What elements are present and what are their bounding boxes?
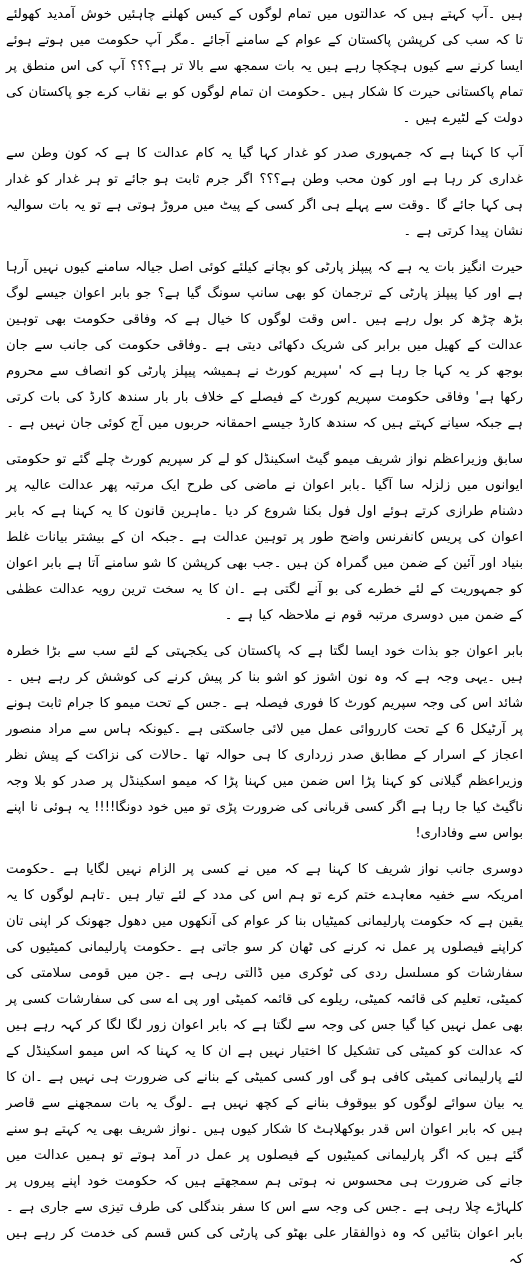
article-paragraph-3: حیرت انگیز بات یہ ہے کہ پیپلز پارٹی کو بچانے کیلئے کوئی اصل جیالہ سامنے کیوں نہیں آرہا ہے اور کیا پیپلز پارٹی کے ترجمان کو بھی سانپ سونگ گیا ہے؟ جو بابر اعوان جیسے لوگ بڑھ چڑھ کر بول رہے ہیں ۔اس وقت لوگوں کا خیال ہے کہ وفاقی حکومت بھی توہین عدالت کے کھیل میں برابر کی شریک دکھائی دیتی ہے ۔وفاقی حکومت کی جانب سے جان بوجھ کر یہ کہا جا رہا ہے کہ 'سپریم کورٹ نے ہمیشہ پیپلز پارٹی کو انصاف سے محروم رکھا ہے' وفاقی حکومت سپریم کورٹ کے فیصلے کے خلاف بار بار سندھ کارڈ کی بات کرتی ہے جبکہ سیانے کہتے ہیں کہ سندھ کارڈ جیسے احمقانہ حربوں میں آج کوئی جان نہیں ہے ۔ (6, 260, 523, 431)
article-paragraph-2: آپ کا کہنا ہے کہ جمہوری صدر کو غدار کہا گیا یہ کام عدالت کا ہے کہ کون وطن سے غداری کر رہا ہے اور کون محب وطن ہے؟؟؟ اگر جرم ثابت ہو جائے تو ہر غدار کو غدار ہی کہا جائے گا ۔وقت سے پہلے ہی اگر کسی کے پیٹ میں مروڑ ہوتی ہے تو یہ بات سوالیہ نشان پیدا کرتی ہے ۔ (6, 146, 523, 239)
article-paragraph-4: سابق وزیراعظم نواز شریف میمو گیٹ اسکینڈل کو لے کر سپریم کورٹ چلے گئے تو حکومتی ایوانوں میں زلزلہ سا آگیا ۔بابر اعوان نے ماضی کی طرح ایک مرتبہ پھر عدالت عالیہ پر دشنام طرازی کرتے ہوئے اول فول بکنا شروع کر دیا ۔ماہرین قانون کا یہ کہنا ہے کہ بابر اعوان کی پریس کانفرنس واضح طور پر توہین عدالت ہے ۔جبکہ ان کے بیشتر بیانات غلط بنیاد اور آئین کے ضمن میں گمراہ کن ہیں ۔جب بھی کرپشن کا شو سامنے آتا ہے بابر اعوان کو جمہوریت کے لئے خطرے کی بو آنے لگتی ہے ۔ان کا یہ سخت ترین رویہ عدالت عظمٰی کے ضمن میں دوسری مرتبہ قوم نے ملاحظہ کیا ہے ۔ (6, 452, 523, 623)
article-paragraph-5: بابر اعوان جو بذات خود ایسا لگتا ہے کہ پاکستان کی یکجہتی کے لئے سب سے بڑا خطرہ ہیں ۔یہی وجہ ہے کہ وہ نون اشوز کو اشو بنا کر پیش کرنے کی کوشش کر رہے ہیں ۔شائد اس کی وجہ سپریم کورٹ کا فوری فیصلہ ہے ۔جس کے تحت میمو کا جرام ثابت ہونے پر آرٹیکل 6 کے تحت کارروائی عمل میں لائی جاسکتی ہے ۔کیونکہ ہاس سے مراد منصور اعجاز کے اسرار کے مطابق صدر زرداری کا ہی حوالہ تھا ۔حالات کی نزاکت کے پیش نظر وزیراعظم گیلانی کو کہنا پڑا اس ضمن میں کہنا پڑا کہ میمو اسکینڈل پر صدر کو بلا وجہ ناگیٹ کیا جا رہا ہے اگر کسی قربانی کی ضرورت پڑی تو میں خود دونگا!!!! یہ ہوئی نا اپنے بواس سے وفاداری! (6, 644, 523, 841)
article-paragraph-6: دوسری جانب نواز شریف کا کہنا ہے کہ میں نے کسی پر الزام نہیں لگایا ہے ۔حکومت امریکہ سے خفیہ معاہدے ختم کرے تو ہم اس کی مدد کے لئے تیار ہیں ۔تاہم لوگوں کا یہ یقین ہے کہ حکومت پارلیمانی کمیٹیاں بنا کر عوام کی آنکھوں میں دھول جھونک کر اپنی تان کراپنے فیصلوں پر عمل نہ کرنے کی ٹھان کر سو جاتی ہے ۔حکومت پارلیمانی کمیٹیوں کی سفارشات کو مسلسل ردی کی ٹوکری میں ڈالتی رہی ہے ۔جن میں قومی سلامتی کی کمیٹی، تعلیم کی قائمہ کمیٹی، ریلوے کی قائمہ کمیٹی اور پی اے سی کی سفارشات کسی پر بھی عمل نہیں کیا گیا جس کی وجہ سے لگتا ہے کہ بابر اعوان زور لگا لگا کر کہہ رہے ہیں کہ عدالت کو کمیٹی کی تشکیل کا اختیار نہیں ہے ان کا یہ کہنا کہ اس میمو اسکینڈل کے لئے پارلیمانی کمیٹی کافی ہو گی اور کسی کمیٹی کے بنانے کی ضرورت ہی نہیں ہے ۔ان کا یہ بیان سوائے لوگوں کو بیوقوف بنانے کے کچھ نہیں ہے ۔لوگ یہ بات سمجھنے سے قاصر ہیں کہ بابر اعوان اس قدر بوکھلاہٹ کا شکار کیوں ہیں ۔نواز شریف بھی یہ کہتے ہو سنے گئے ہیں کہ اگر پارلیمانی کمیٹیوں کے فیصلوں پر عمل در آمد ہوتے تو ہمیں عدالت میں جانے کی ضرورت ہی محسوس نہ ہوتی ہم سمجھتے ہیں کہ حکومت خود اپنے پیروں پر کلہاڑے چلا رہی ہے ۔جس کی وجہ سے اس کا سفر بندگلی کی طرف تیزی سے جاری ہے ۔بابر اعوان بتائیں کہ وہ ذوالفقار علی بھٹو کی پارٹی کی کس قسم کی خدمت کر رہے ہیں کہ (6, 862, 523, 1267)
article-paragraph-1: ہیں ۔آپ کہتے ہیں کہ عدالتوں میں تمام لوگوں کے کیس کھلنے چاہئیں خوش آمدید کھولئے تا کہ سب کی کرپشن پاکستان کے عوام کے سامنے آجائے ۔مگر آپ حکومت میں ہوتے ہوئے ایسا کرنے سے کیوں ہچکچا رہے ہیں یہ بات سمجھ سے بالا تر ہے؟؟؟ آپ کی اس منطق پر تمام پاکستانی حیرت کا شکار ہیں ۔حکومت ان تمام لوگوں کو بے نقاب کرے جو پاکستان کی دولت کے لٹیرے ہیں ۔ (6, 7, 523, 126)
